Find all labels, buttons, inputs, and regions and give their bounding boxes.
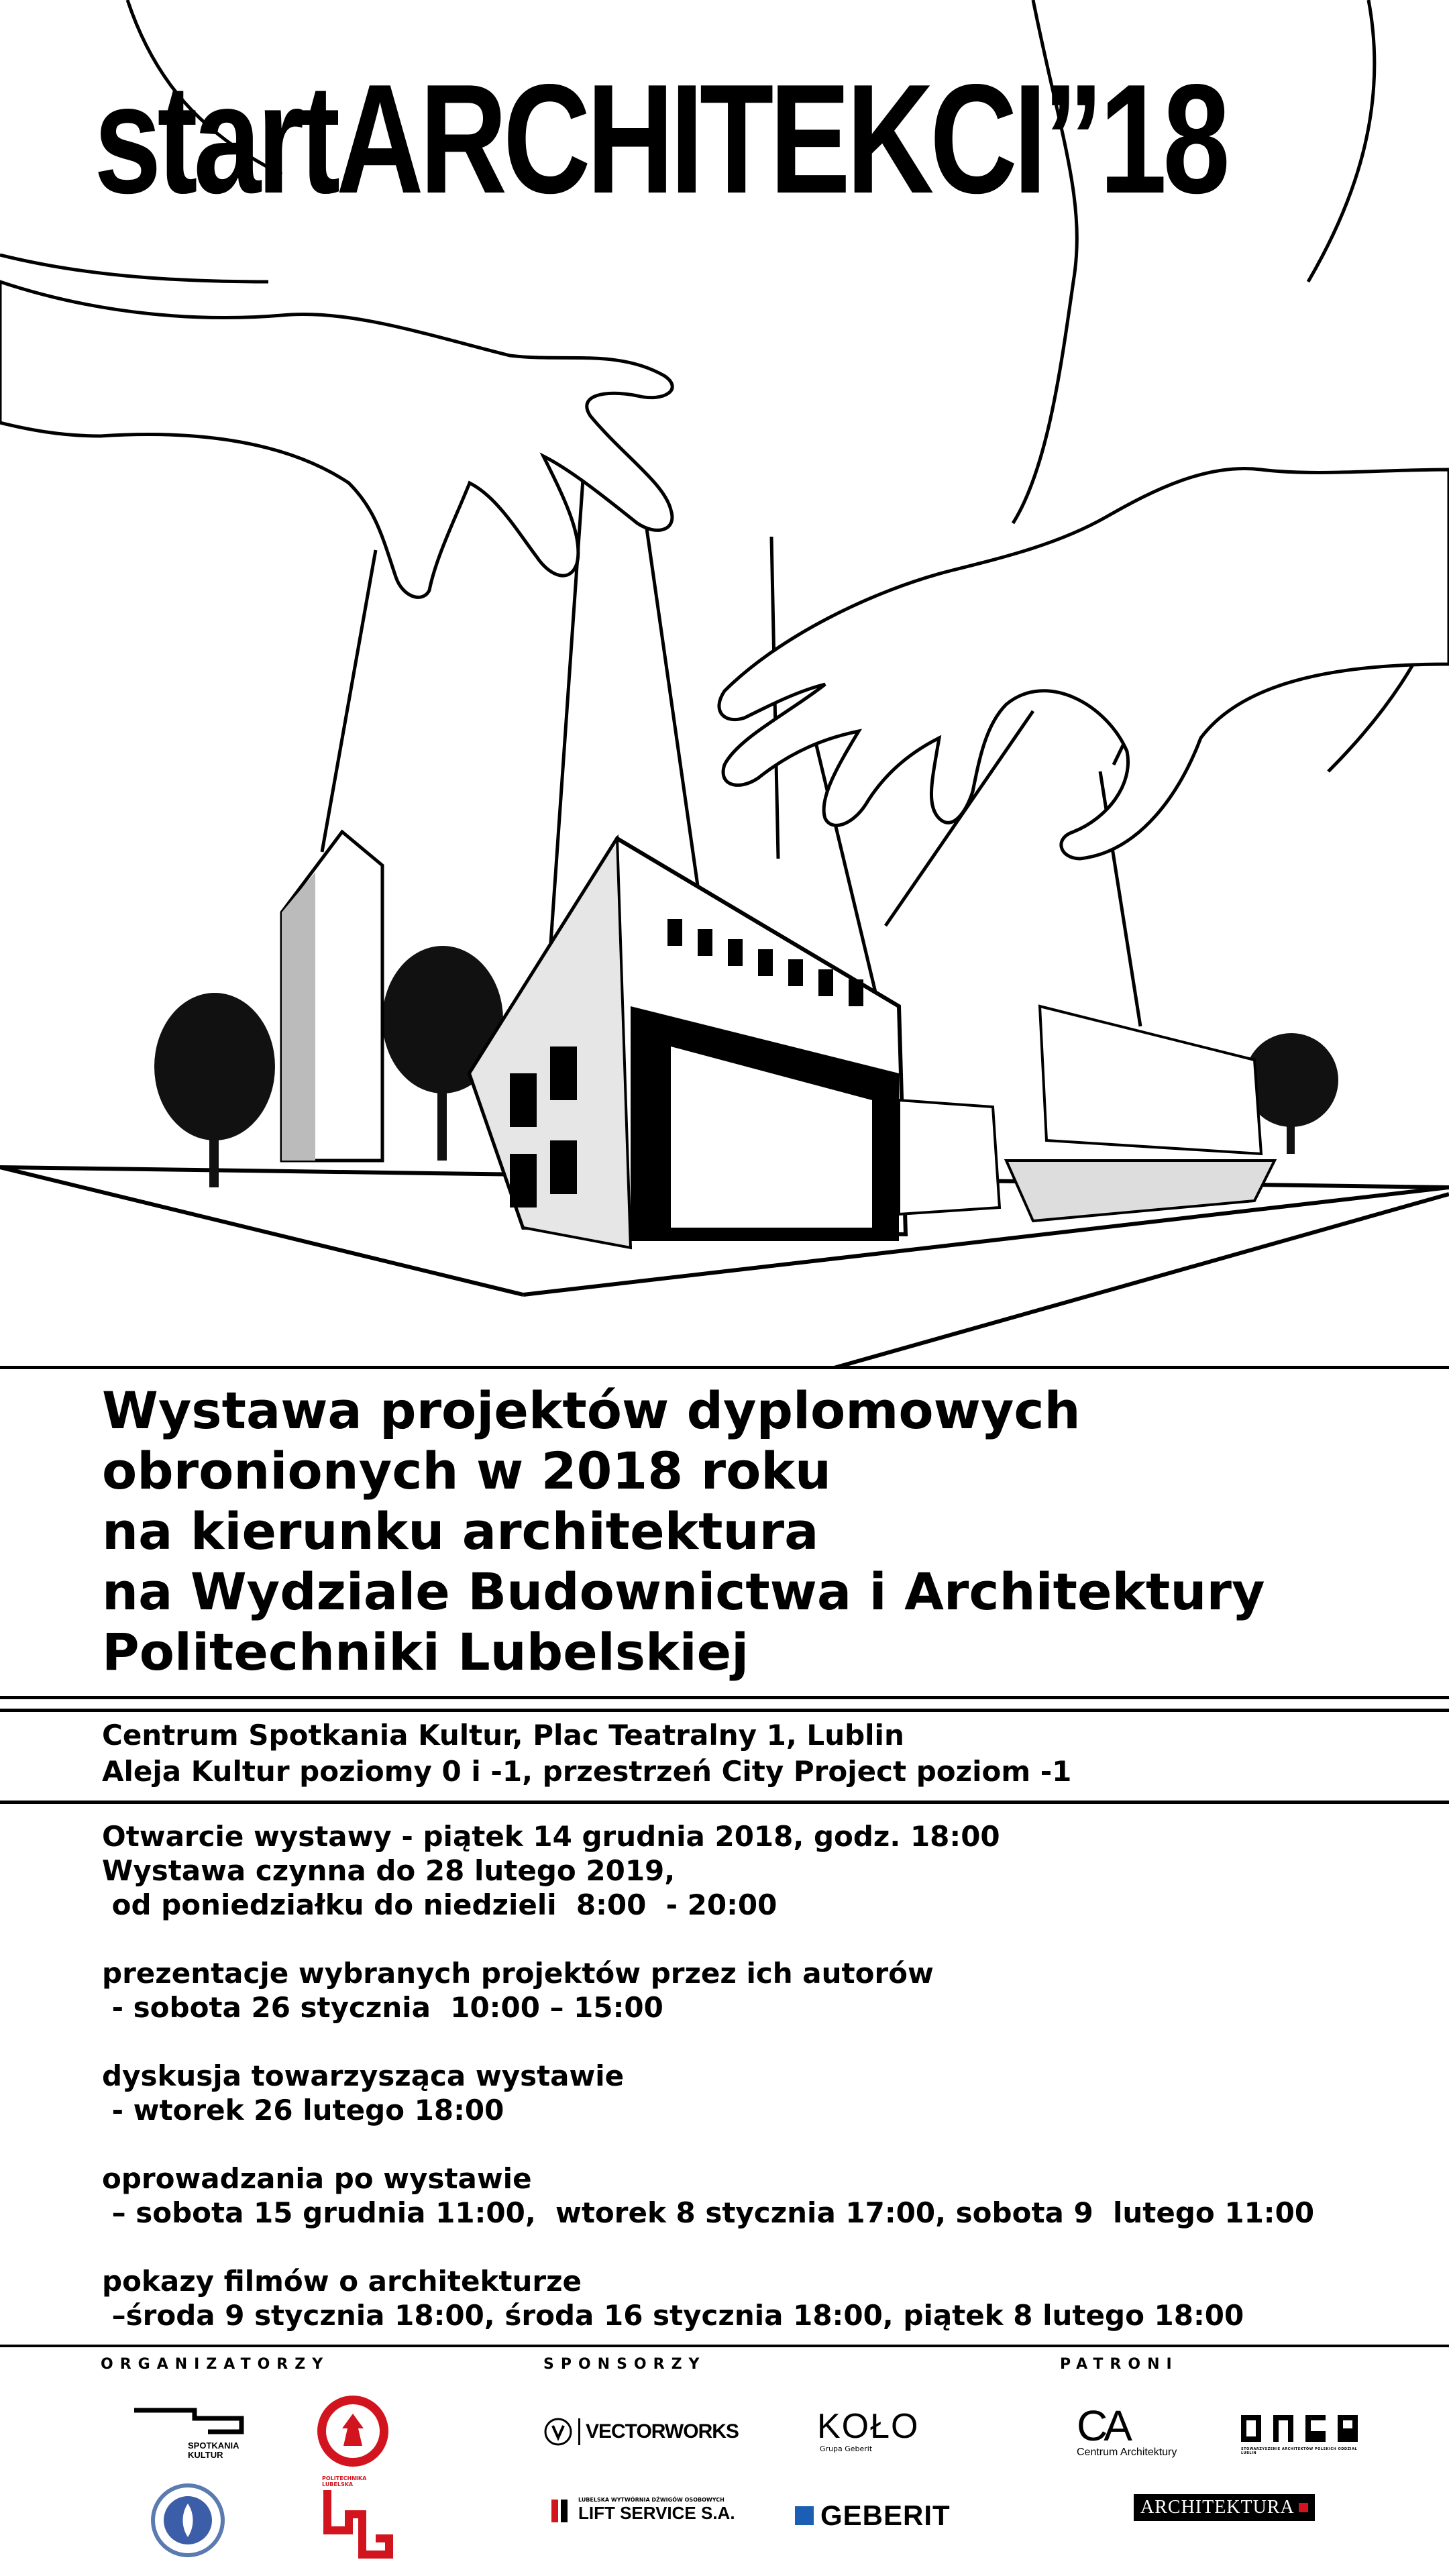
lead-line: obronionych w 2018 roku [102, 1441, 831, 1501]
exhibition-description [102, 1381, 1265, 1682]
pollub-logo [322, 2475, 396, 2556]
schedule-info [102, 1819, 1314, 2332]
pollub-mark-icon [322, 2487, 396, 2560]
opening-line: Wystawa czynna do 28 lutego 2019, [102, 1854, 676, 1887]
discussion-line: dyskusja towarzysząca wystawie [102, 2059, 625, 2092]
kolo-sub-text: Grupa Geberit [820, 2445, 873, 2453]
lead-line: na Wydziale Budownictwa i Architektury [102, 1562, 1265, 1621]
pollub-logo-text: POLITECHNIKA LUBELSKA [322, 2475, 367, 2487]
lift-service-logo [550, 2497, 735, 2524]
vectorworks-icon [543, 2417, 573, 2447]
sponsors-label: SPONSORZY [543, 2356, 706, 2373]
architektura-logo [1134, 2494, 1315, 2521]
opening-line: od poniedziałku do niedzieli 8:00 - 20:00 [102, 1888, 777, 1921]
venue-line: Aleja Kultur poziomy 0 i -1, przestrzeń City Project poziom -1 [102, 1755, 1072, 1788]
lead-line: Politechniki Lubelskiej [102, 1622, 749, 1682]
sarp-logo [1241, 2415, 1362, 2455]
divider-footer [0, 2345, 1449, 2347]
tours-line: oprowadzania po wystawie [102, 2162, 532, 2195]
divider-top [0, 1366, 1449, 1369]
sarp-mark-icon [1241, 2415, 1362, 2445]
left-hand-icon [0, 255, 672, 597]
flatiron-building-icon [282, 832, 382, 1161]
opening-line: Otwarcie wystawy - piątek 14 grudnia 2018, godz. 18:00 [102, 1820, 1000, 1853]
wbia-seal-logo [151, 2483, 225, 2557]
lead-line: na kierunku architektura [102, 1501, 819, 1561]
ca-mark-text: CA [1077, 2402, 1128, 2450]
kolo-logo [817, 2408, 920, 2453]
lead-line: Wystawa projektów dyplomowych [102, 1381, 1081, 1440]
centrum-architektury-logo [1077, 2402, 1177, 2459]
csk-logo [134, 2405, 248, 2459]
seal-icon [315, 2394, 390, 2469]
right-hand-icon [719, 468, 1449, 859]
geberit-square-icon [795, 2506, 814, 2525]
lift-sub-text: LUBELSKA WYTWÓRNIA DŹWIGÓW OSOBOWYCH [578, 2497, 724, 2503]
ca-text: Centrum Architektury [1077, 2447, 1177, 2458]
films-line: –środa 9 stycznia 18:00, środa 16 stycznia 18:00, piątek 8 lutego 18:00 [102, 2299, 1244, 2332]
patrons-label: PATRONI [1060, 2356, 1179, 2373]
organizers-label: ORGANIZATORZY [101, 2356, 330, 2373]
venue-info [102, 1717, 1071, 1790]
architektura-text: ARCHITEKTURA [1140, 2497, 1295, 2518]
kolo-text: KOŁO [817, 2407, 920, 2446]
geberit-logo [795, 2500, 951, 2532]
presentations-line: - sobota 26 stycznia 10:00 – 15:00 [102, 1991, 663, 2024]
divider-middle-1 [0, 1696, 1449, 1699]
divider-middle-2 [0, 1709, 1449, 1712]
sarp-text: STOWARZYSZENIE ARCHITEKTÓW POLSKICH ODDZIAŁ LUBLIN [1241, 2447, 1358, 2455]
vectorworks-text: VECTORWORKS [586, 2420, 739, 2443]
tours-line: – sobota 15 grudnia 11:00, wtorek 8 stycznia 17:00, sobota 9 lutego 11:00 [102, 2196, 1315, 2229]
pollub-seal-logo [315, 2394, 390, 2469]
csk-mark-icon [134, 2405, 248, 2438]
round-seal-icon [151, 2483, 225, 2557]
poster-title: startARCHITEKCI”18 [94, 52, 1226, 226]
vectorworks-logo [543, 2413, 739, 2451]
geberit-text: GEBERIT [820, 2500, 951, 2531]
discussion-line: - wtorek 26 lutego 18:00 [102, 2094, 504, 2127]
right-building-icon [899, 1006, 1275, 1221]
divider-venue [0, 1801, 1449, 1804]
presentations-line: prezentacje wybranych projektów przez ich autorów [102, 1957, 934, 1990]
lift-icon [550, 2497, 573, 2524]
films-line: pokazy filmów o architekturze [102, 2265, 582, 2298]
architektura-dot-icon [1299, 2503, 1308, 2512]
lift-text: LIFT SERVICE S.A. [578, 2503, 735, 2523]
central-building-icon [470, 839, 906, 1248]
csk-logo-text: SPOTKANIA KULTUR [188, 2440, 239, 2460]
venue-line: Centrum Spotkania Kultur, Plac Teatralny 1, Lublin [102, 1719, 904, 1752]
